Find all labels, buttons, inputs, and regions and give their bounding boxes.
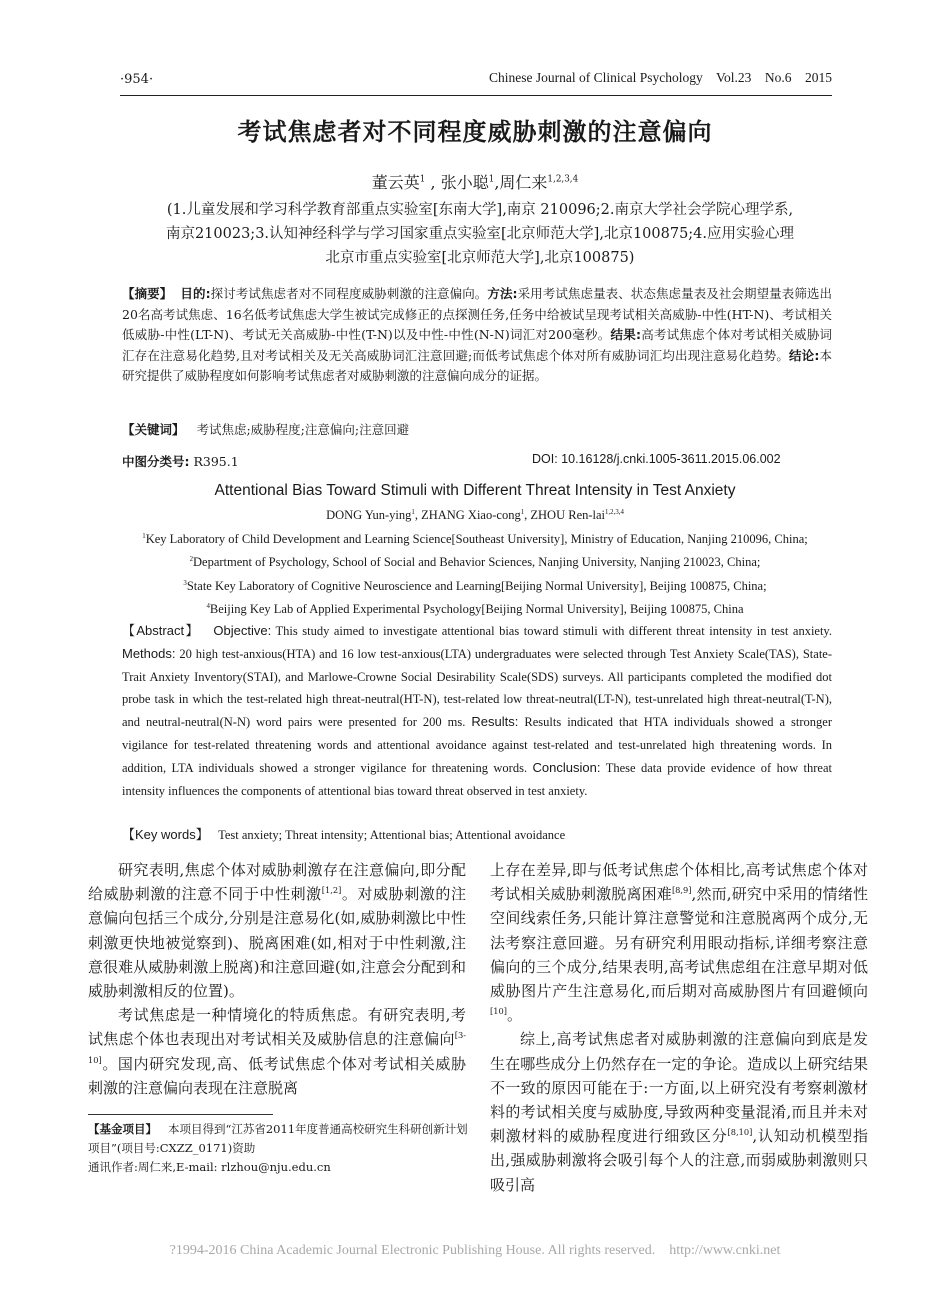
methods-label-en: Methods:	[122, 645, 176, 661]
results-label: 结果:	[610, 327, 641, 343]
conclusion-text-en: These data provide evidence of how threat intensity influences the components of attentional bias toward threat observed in test anxiety.	[122, 760, 832, 798]
body-text: 考试焦虑是一种情境化的特质焦虑。有研究表明,考试焦虑个体也表现出对考试相关及威胁信息的注意偏向	[88, 1006, 466, 1049]
author-name: 董云英	[371, 173, 420, 192]
body-text: ,认知动机模型指出,强威胁刺激将会吸引每个人的注意,而弱威胁刺激则只吸引高	[490, 1127, 868, 1194]
conclusion-label: 结论:	[789, 347, 820, 363]
methods-text: 采用考试焦虑量表、状态焦虑量表及社会期望量表筛选出20名高考试焦虑、16名低考试焦虑大学生被试完成修正的点探测任务,任务中给被试呈现考试相关高威胁-中性(HT-N)、考试相关低威胁-中性(LT-N)、考试无关高威胁-中性(T-N)以及中性-中性(N-N)词汇对200毫秒。	[122, 286, 832, 343]
methods-label: 方法:	[487, 286, 518, 301]
body-text: 研究表明,焦虑个体对威胁刺激存在注意偏向,即分配给威胁刺激的注意不同于中性刺激	[88, 861, 466, 904]
objective-label-en: Objective:	[213, 623, 272, 638]
citation-ref: [1,2]	[321, 885, 342, 896]
keywords-label: 【关键词】	[122, 422, 185, 437]
keywords-en	[122, 824, 565, 843]
author-name-en: ZHANG Xiao-cong	[421, 508, 521, 522]
results-text-en: Results indicated that HTA individuals showed a stronger vigilance for test-related threatening words and attentional avoidance against test-related and test-unrelated high threatening words. In addition, LTA individuals showed a stronger vigilance for threatening words.	[122, 715, 833, 775]
fund-label: 【基金项目】	[88, 1122, 157, 1136]
body-paragraph	[88, 1003, 466, 1100]
citation-ref: [8,10]	[727, 1127, 753, 1138]
classification-value: R395.1	[193, 454, 239, 469]
conclusion-text: 本研究提供了威胁程度如何影响考试焦虑者对威胁刺激的注意偏向成分的证据。	[122, 347, 832, 384]
body-paragraph	[490, 1027, 868, 1196]
author-name-en: DONG Yun-ying	[326, 508, 412, 522]
results-text: 高考试焦虑个体对考试相关威胁词汇存在注意易化趋势,且对考试相关及无关高威胁词汇注意回避;而低考试焦虑个体对所有威胁词汇均出现注意易化趋势。	[122, 327, 832, 363]
affil-text: State Key Laboratory of Cognitive Neuroscience and Learning[Beijing Normal University], Beijing 100875, China;	[186, 578, 767, 593]
footnote	[88, 1120, 468, 1177]
doi: DOI: 10.16128/j.cnki.1005-3611.2015.06.002	[532, 452, 781, 466]
affiliations-en	[110, 528, 840, 622]
keywords-cn	[122, 420, 409, 438]
objective-text-en: This study aimed to investigate attentional bias toward stimuli with different threat intensity in test anxiety.	[275, 624, 832, 638]
author-affil-sup: 1,2,3,4	[547, 174, 579, 185]
keywords-label-en: 【Key words】	[122, 827, 209, 842]
copyright-watermark: ?1994-2016 China Academic Journal Electronic Publishing House. All rights reserved. http://www.cnki.net	[169, 1243, 781, 1258]
author-affil-sup: 1	[488, 174, 495, 185]
classification-number	[122, 452, 239, 470]
affil-text: Department of Psychology, School of Social and Behavior Sciences, Nanjing University, Nanjing 210023, China;	[193, 555, 761, 570]
article-title-en: Attentional Bias Toward Stimuli with Different Threat Intensity in Test Anxiety	[214, 482, 736, 499]
classification-label: 中图分类号:	[122, 454, 190, 469]
objective-text: 探讨考试焦虑者对不同程度威胁刺激的注意偏向。	[210, 286, 488, 301]
author-affil-sup: 1	[520, 508, 525, 516]
journal-header: Chinese Journal of Clinical Psychology Vol.23 No.6 2015	[489, 70, 832, 85]
body-text: 。对威胁刺激的注意偏向包括三个成分,分别是注意易化(如,威胁刺激比中性刺激更快地被觉察到)、脱离困难(如,相对于中性刺激,注意很难从威胁刺激上脱离)和注意回避(如,注意会分配到和威胁刺激相反的位置)。	[88, 885, 466, 1001]
article-title-cn: 考试焦虑者对不同程度威胁刺激的注意偏向	[237, 118, 713, 146]
keywords-text-en: Test anxiety; Threat intensity; Attentional bias; Attentional avoidance	[218, 828, 566, 842]
abstract-label: 【摘要】	[122, 286, 173, 301]
author-name-en: ZHOU Ren-lai	[530, 508, 606, 522]
results-label-en: Results:	[471, 714, 519, 730]
objective-label: 目的:	[180, 286, 211, 301]
conclusion-label-en: Conclusion:	[532, 759, 601, 775]
authors-en: DONG Yun-ying$^1$, ZHANG Xiao-cong$^1$, ZHOU Ren-lai$^{1,2,3,4}$	[326, 508, 624, 522]
citation-ref: [10]	[490, 1006, 507, 1017]
body-paragraph	[490, 858, 868, 1027]
author-affil-sup: 1,2,3,4	[605, 508, 624, 516]
affil-sup: 3	[183, 579, 187, 587]
affil-text: Beijing Key Lab of Applied Experimental Psychology[Beijing Normal University], Beijing 100875, China	[209, 602, 744, 617]
affil-sup: 4	[206, 603, 210, 611]
affil-text: Key Laboratory of Child Development and Learning Science[Southeast University], Ministry of Education, Nanjing 210096, China;	[145, 532, 808, 546]
body-text: 。	[506, 1006, 522, 1025]
header-rule	[120, 95, 832, 96]
methods-text-en: 20 high test-anxious(HTA) and 16 low test-anxious(LTA) undergraduates were selected through Test Anxiety Scale(TAS), State-Trait Anxiety Inventory(STAI), and Marlowe-Crowne Social Desirability Scale(SDS) surveys. All participants completed the modified dot probe task in which the test-related high threat-neutral(HT-N), test-related low threat-neutral(LT-N), test-unrelated high threat-neutral(T-N), and neutral-neutral(N-N) word pairs were presented for 200 ms.	[122, 646, 832, 730]
author-name: 周仁来	[499, 173, 548, 192]
body-text: ,然而,研究中采用的情绪性空间线索任务,只能计算注意警觉和注意脱离两个成分,无法考察注意回避。另有研究利用眼动指标,详细考察注意偏向的三个成分,结果表明,高考试焦虑组在注意早期对低威胁图片产生注意易化,而后期对高威胁图片有回避倾向	[490, 885, 868, 1001]
footnote-rule	[88, 1114, 273, 1115]
fund-text: 本项目得到“江苏省2011年度普通高校研究生科研创新计划项目”(项目号:CXZZ_0171)资助	[88, 1122, 468, 1155]
body-paragraph	[88, 858, 466, 1003]
body-text: 综上,高考试焦虑者对威胁刺激的注意偏向到底是发生在哪些成分上仍然存在一定的争论。造成以上研究结果不一致的原因可能在于:一方面,以上研究没有考察刺激材料的考试相关度与威胁度,导致两种变量混淆,而且并未对刺激材料的威胁程度进行细致区分	[490, 1030, 868, 1146]
author-name: 张小聪	[440, 173, 489, 192]
author-affil-sup: 1	[411, 508, 415, 516]
fund-note	[88, 1120, 468, 1158]
body-text: 。国内研究发现,高、低考试焦虑个体对考试相关威胁刺激的注意偏向表现在注意脱离	[88, 1054, 466, 1097]
body-column-right	[490, 858, 868, 1197]
affiliations-cn: (1.儿童发展和学习科学教育部重点实验室[东南大学],南京 210096;2.南京大学社会学院心理学系,南京210023;3.认知神经科学与学习国家重点实验室[北京师范大学],北京100875;4.应用实验心理北京市重点实验室[北京师范大学],北京100875)	[165, 202, 795, 266]
page-number: ·954·	[120, 72, 154, 87]
authors-cn: 董云英$^1$ , 张小聪$^1$,周仁来$^{1,2,3,4}$	[371, 173, 579, 192]
body-column-left	[88, 858, 466, 1100]
author-affil-sup: 1	[419, 174, 426, 185]
body-text: 上存在差异,即与低考试焦虑个体相比,高考试焦虑个体对考试相关威胁刺激脱离困难	[490, 861, 868, 904]
abstract-cn	[122, 284, 832, 387]
citation-ref: [8,9]	[671, 885, 692, 896]
citation-ref: [3-10]	[88, 1030, 466, 1065]
abstract-label-en: 【Abstract】	[122, 623, 200, 638]
affil-sup: 2	[189, 556, 194, 564]
keywords-text: 考试焦虑;威胁程度;注意偏向;注意回避	[196, 422, 410, 437]
corresponding-author: 通讯作者:周仁来,E-mail: rlzhou@nju.edu.cn	[88, 1160, 331, 1174]
abstract-en	[122, 620, 832, 802]
affil-sup: 1	[142, 532, 146, 540]
